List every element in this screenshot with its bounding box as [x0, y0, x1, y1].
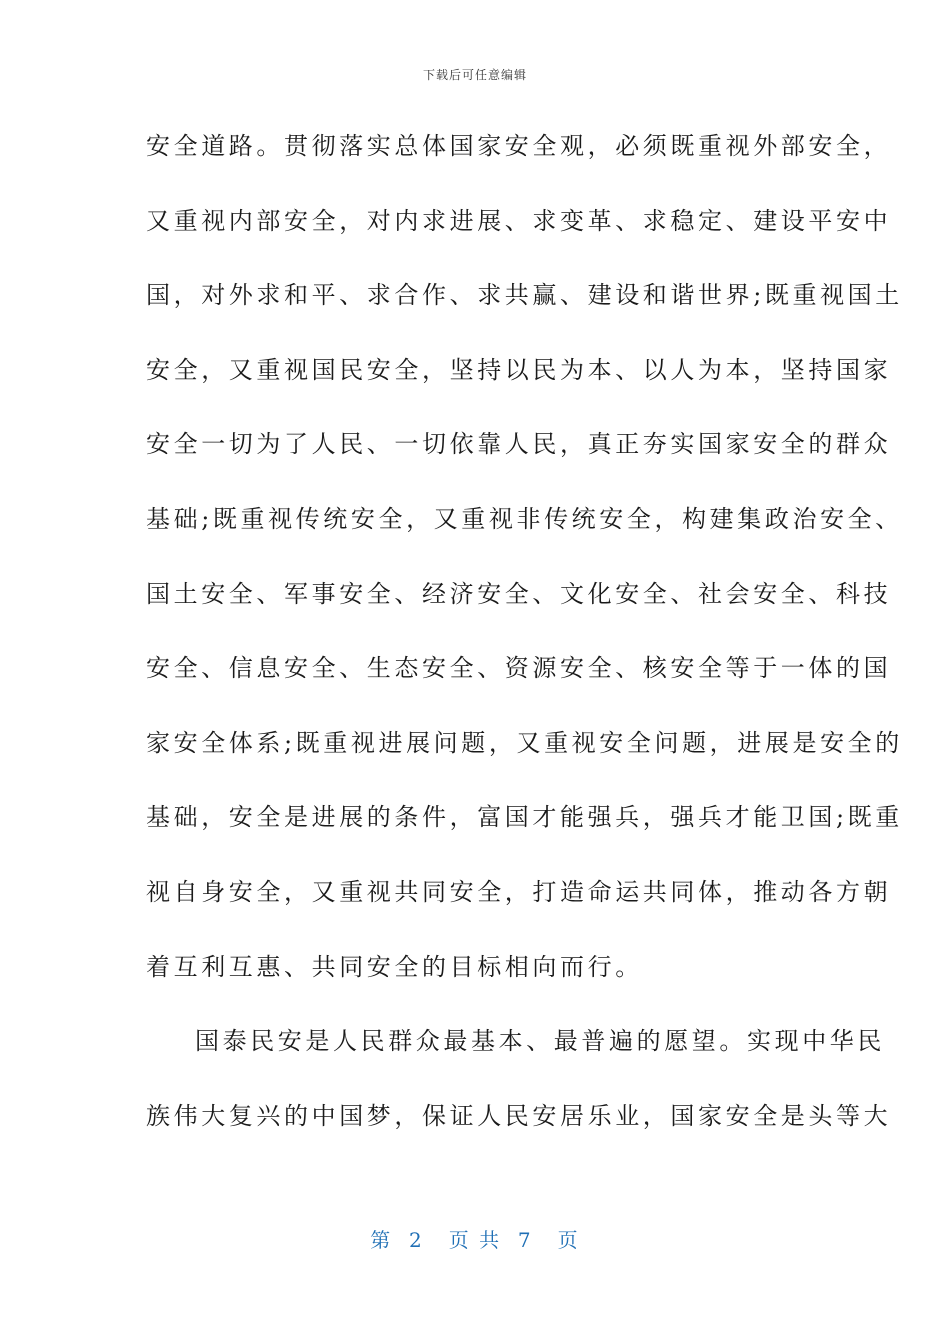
text-line: 着互利互惠、共同安全的目标相向而行。	[146, 952, 643, 981]
page-number-footer: 第 2 页 共 7 页	[370, 1228, 580, 1252]
text-line: 族伟大复兴的中国梦，保证人民安居乐业，国家安全是头等大	[146, 1101, 892, 1130]
text-line: 基础，安全是进展的条件，富国才能强兵，强兵才能卫国;既重	[146, 803, 903, 832]
text-line: 家安全体系;既重视进展问题，又重视安全问题，进展是安全的	[146, 728, 903, 757]
paragraph-start-line: 国泰民安是人民群众最基本、最普遍的愿望。实现中华民	[195, 1027, 885, 1056]
page-header-watermark: 下载后可任意编辑	[422, 68, 527, 82]
document-body	[146, 116, 903, 1160]
text-line: 安全一切为了人民、一切依靠人民，真正夯实国家安全的群众	[146, 430, 892, 459]
text-line: 基础;既重视传统安全，又重视非传统安全，构建集政治安全、	[146, 504, 903, 533]
text-line: 视自身安全，又重视共同安全，打造命运共同体，推动各方朝	[146, 877, 892, 906]
text-line: 安全道路。贯彻落实总体国家安全观，必须既重视外部安全，	[146, 132, 892, 160]
text-line: 国，对外求和平、求合作、求共赢、建设和谐世界;既重视国土	[146, 281, 903, 310]
text-line: 又重视内部安全，对内求进展、求变革、求稳定、建设平安中	[146, 206, 892, 235]
text-line: 安全、信息安全、生态安全、资源安全、核安全等于一体的国	[146, 654, 892, 683]
text-line: 国土安全、军事安全、经济安全、文化安全、社会安全、科技	[146, 579, 892, 608]
text-line: 安全，又重视国民安全，坚持以民为本、以人为本，坚持国家	[146, 355, 892, 384]
